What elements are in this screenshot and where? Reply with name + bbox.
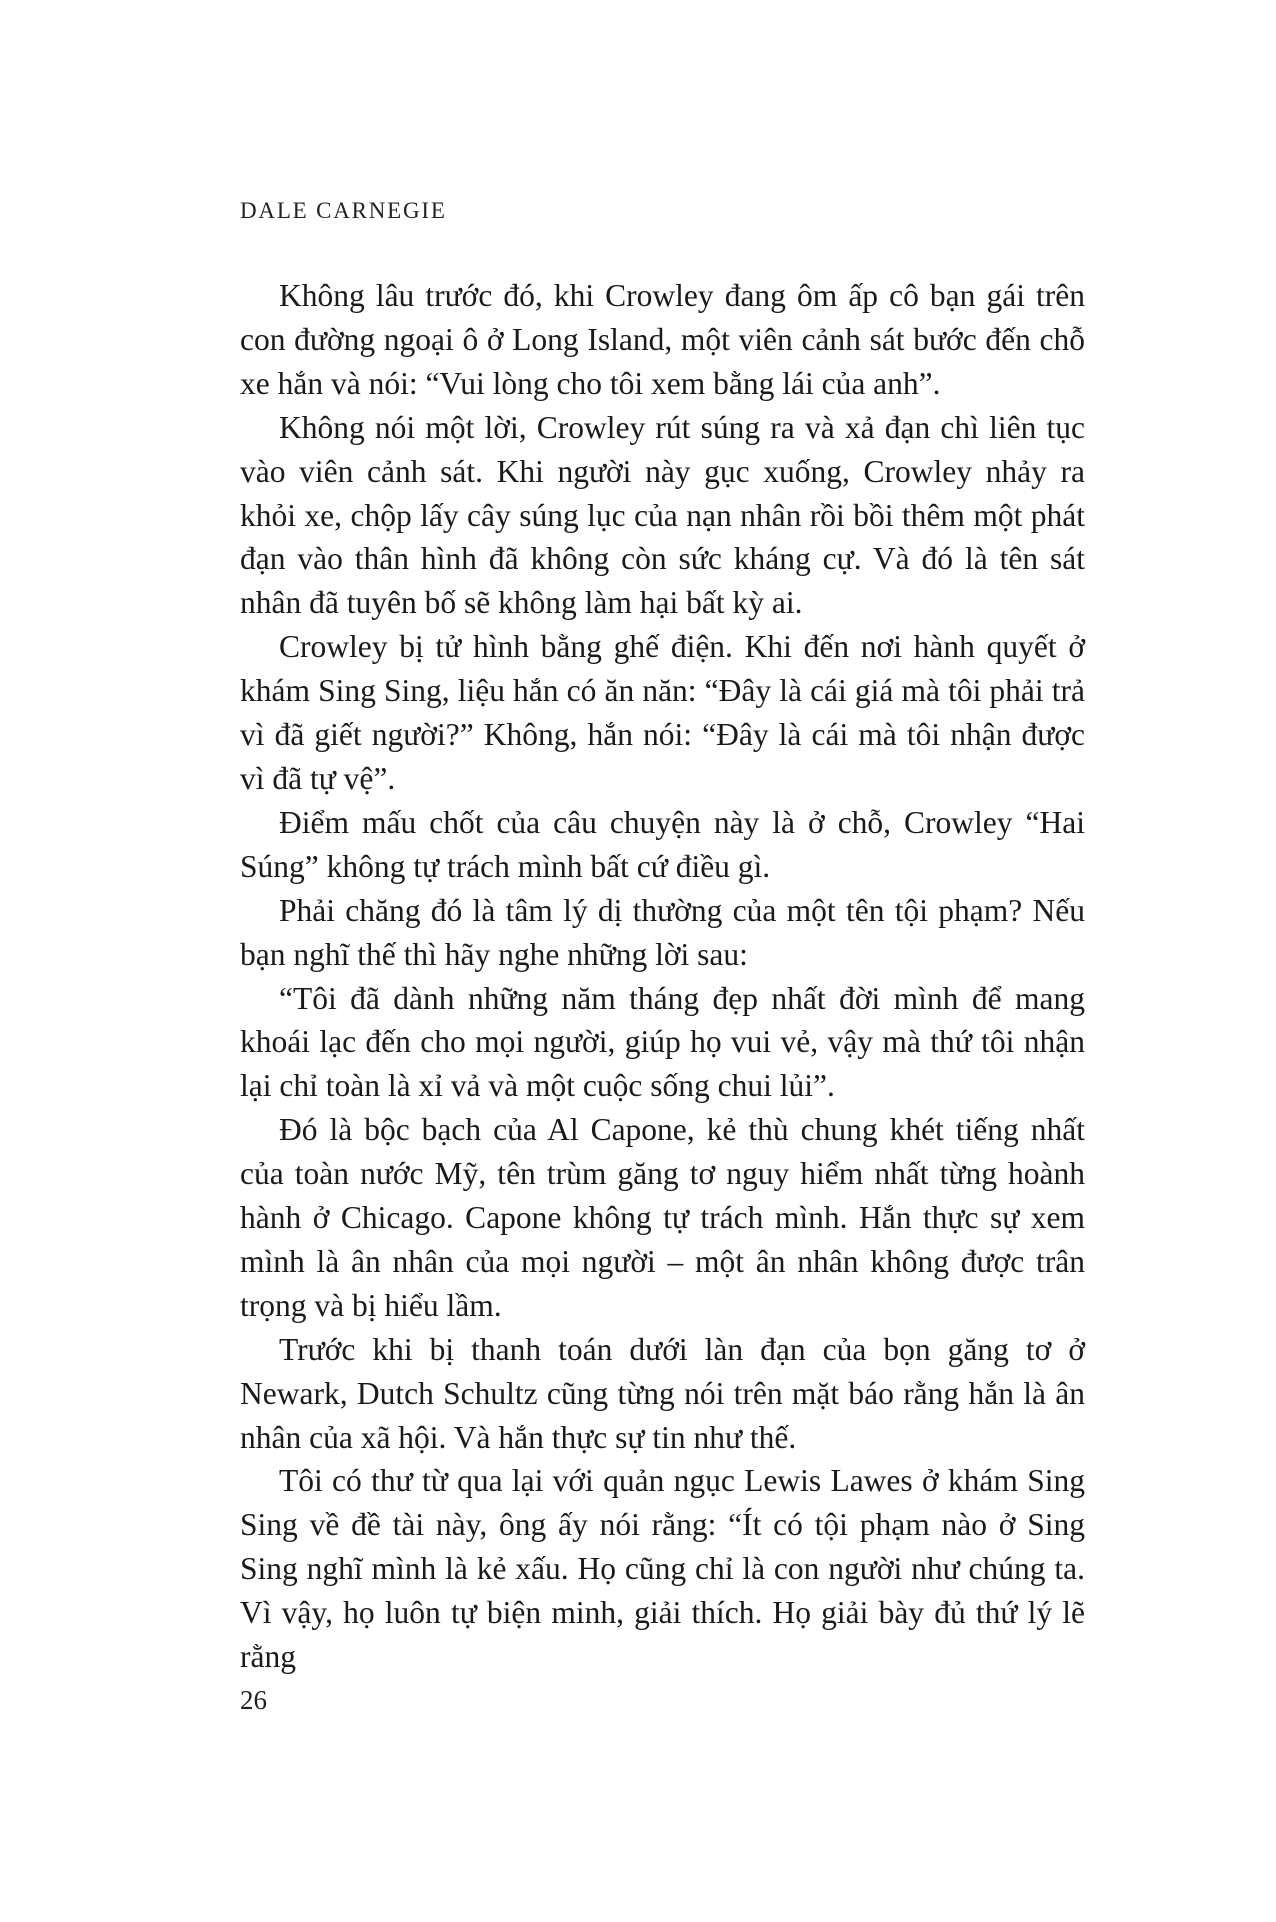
running-header: DALE CARNEGIE <box>240 198 447 223</box>
paragraph: Trước khi bị thanh toán dưới làn đạn của bọn găng tơ ở Newark, Dutch Schultz cũng từng nói trên mặt báo rằng hắn là ân nhân của xã hội. Và hắn thực sự tin như thế. <box>240 1331 1085 1455</box>
paragraph: Điểm mấu chốt của câu chuyện này là ở chỗ, Crowley “Hai Súng” không tự trách mình bất cứ điều gì. <box>240 804 1085 884</box>
paragraph: Không lâu trước đó, khi Crowley đang ôm ấp cô bạn gái trên con đường ngoại ô ở Long Island, một viên cảnh sát bước đến chỗ xe hắn và nói: “Vui lòng cho tôi xem bằng lái của anh”. <box>240 278 1085 401</box>
paragraph: Không nói một lời, Crowley rút súng ra và xả đạn chì liên tục vào viên cảnh sát. Khi người này gục xuống, Crowley nhảy ra khỏi xe, chộp lấy cây súng lục của nạn nhân rồi bồi thêm một phát đạn vào thân hình đã không còn sức kháng cự. Và đó là tên sát nhân đã tuyên bố sẽ không làm hại bất kỳ ai. <box>240 409 1085 621</box>
body-text <box>240 274 1085 1679</box>
paragraph: Tôi có thư từ qua lại với quản ngục Lewis Lawes ở khám Sing Sing về đề tài này, ông ấy nói rằng: “Ít có tội phạm nào ở Sing Sing nghĩ mình là kẻ xấu. Họ cũng chỉ là con người như chúng ta. Vì vậy, họ luôn tự biện minh, giải thích. Họ giải bày đủ thứ lý lẽ rằng <box>240 1463 1085 1675</box>
paragraph: Crowley bị tử hình bằng ghế điện. Khi đến nơi hành quyết ở khám Sing Sing, liệu hắn có ăn năn: “Đây là cái giá mà tôi phải trả vì đã giết người?” Không, hắn nói: “Đây là cái mà tôi nhận được vì đã tự vệ”. <box>240 629 1085 796</box>
paragraph: Đó là bộc bạch của Al Capone, kẻ thù chung khét tiếng nhất của toàn nước Mỹ, tên trùm găng tơ nguy hiểm nhất từng hoành hành ở Chicago. Capone không tự trách mình. Hắn thực sự xem mình là ân nhân của mọi người – một ân nhân không được trân trọng và bị hiểu lầm. <box>240 1112 1085 1323</box>
page-number: 26 <box>240 1685 267 1715</box>
paragraph: Phải chăng đó là tâm lý dị thường của một tên tội phạm? Nếu bạn nghĩ thế thì hãy nghe những lời sau: <box>240 892 1085 972</box>
paragraph: “Tôi đã dành những năm tháng đẹp nhất đời mình để mang khoái lạc đến cho mọi người, giúp họ vui vẻ, vậy mà thứ tôi nhận lại chỉ toàn là xỉ vả và một cuộc sống chui lủi”. <box>240 980 1085 1104</box>
